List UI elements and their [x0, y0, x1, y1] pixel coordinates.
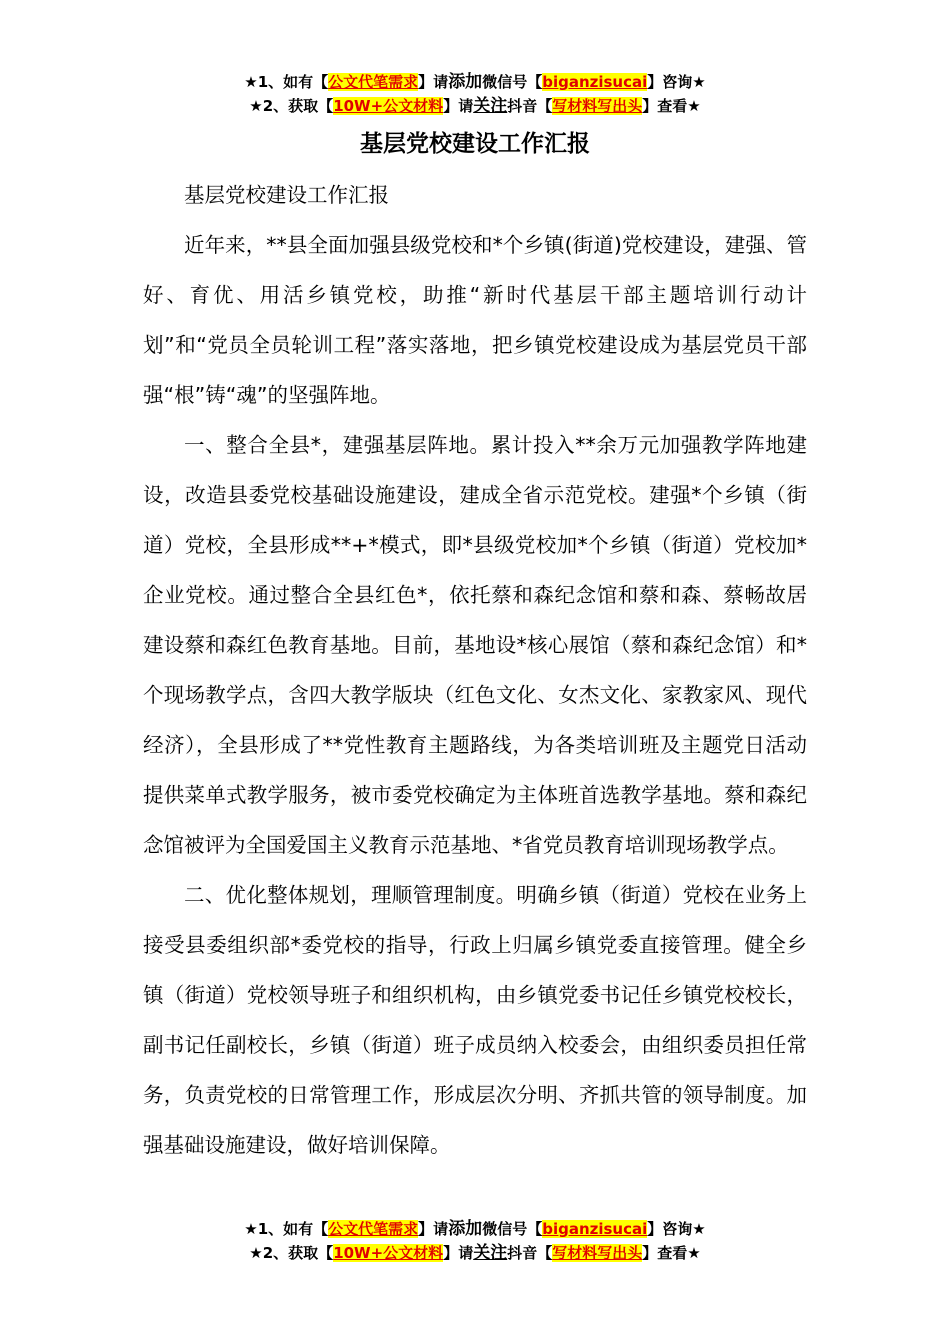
promo-highlight: 公文代笔需求 [328, 1220, 419, 1238]
promo-text: ★1、如有【 [244, 1220, 329, 1238]
paragraph-section-2: 二、优化整体规划，理顺管理制度。明确乡镇（街道）党校在业务上接受县委组织部*委党校的指导，行政上归属乡镇党委直接管理。健全乡镇（街道）党校领导班子和组织机构，由乡镇党委书记任乡镇党校校长，副书记任副校长，乡镇（街道）班子成员纳入校委会，由组织委员担任常务，负责党校的日常管理工作，形成层次分明、齐抓共管的领导制度。加强基础设施建设，做好培训保障。 [143, 883, 807, 1157]
promo-text: 】咨询★ [647, 1220, 706, 1238]
promo-text: 】请 [418, 1220, 449, 1238]
promo-emphasis: 关注 [473, 1243, 508, 1263]
promo-line-1 [0, 70, 950, 94]
promo-text: 】查看★ [642, 1244, 701, 1262]
wechat-id-highlight: biganzisucai [542, 1220, 648, 1238]
paragraph-intro: 近年来，**县全面加强县级党校和*个乡镇(街道)党校建设，建强、管好、育优、用活乡镇党校，助推“新时代基层干部主题培训行动计划”和“党员全员轮训工程”落实落地，把乡镇党校建设成为基层党员干部强“根”铸“魂”的坚强阵地。 [143, 233, 807, 407]
promo-text: ★2、获取【 [249, 97, 334, 115]
bottom-promo-banner [0, 1217, 950, 1265]
douyin-account-highlight: 写材料写出头 [552, 97, 643, 115]
promo-emphasis: 关注 [473, 96, 508, 116]
promo-text: 】请 [418, 73, 449, 91]
promo-text: ★2、获取【 [249, 1244, 334, 1262]
promo-text: 】请 [443, 1244, 474, 1262]
promo-emphasis: 添加 [448, 1219, 483, 1239]
promo-line-1 [0, 1217, 950, 1241]
promo-highlight: 10W+公文材料 [333, 97, 444, 115]
douyin-account-highlight: 写材料写出头 [552, 1244, 643, 1262]
promo-highlight: 10W+公文材料 [333, 1244, 444, 1262]
document-body [143, 170, 807, 1170]
promo-highlight: 公文代笔需求 [328, 73, 419, 91]
paragraph-subtitle: 基层党校建设工作汇报 [184, 183, 389, 207]
promo-line-2 [0, 94, 950, 118]
promo-text: 抖音【 [507, 1244, 553, 1262]
promo-text: ★1、如有【 [244, 73, 329, 91]
promo-text: 】请 [443, 97, 474, 115]
promo-text: 微信号【 [482, 73, 543, 91]
paragraph-section-1: 一、整合全县*，建强基层阵地。累计投入**余万元加强教学阵地建设，改造县委党校基础设施建设，建成全省示范党校。建强*个乡镇（街道）党校，全县形成**+*模式，即*县级党校加*个乡镇（街道）党校加*企业党校。通过整合全县红色*，依托蔡和森纪念馆和蔡和森、蔡畅故居建设蔡和森红色教育基地。目前，基地设*核心展馆（蔡和森纪念馆）和*个现场教学点，含四大教学版块（红色文化、女杰文化、家教家风、现代经济），全县形成了**党性教育主题路线，为各类培训班及主题党日活动提供菜单式教学服务，被市委党校确定为主体班首选教学基地。蔡和森纪念馆被评为全国爱国主义教育示范基地、*省党员教育培训现场教学点。 [143, 433, 807, 857]
promo-emphasis: 添加 [448, 72, 483, 92]
promo-text: 】查看★ [642, 97, 701, 115]
document-title: 基层党校建设工作汇报 [360, 131, 590, 157]
promo-text: 】咨询★ [647, 73, 706, 91]
wechat-id-highlight: biganzisucai [542, 73, 648, 91]
top-promo-banner [0, 70, 950, 118]
promo-text: 微信号【 [482, 1220, 543, 1238]
promo-line-2 [0, 1241, 950, 1265]
promo-text: 抖音【 [507, 97, 553, 115]
